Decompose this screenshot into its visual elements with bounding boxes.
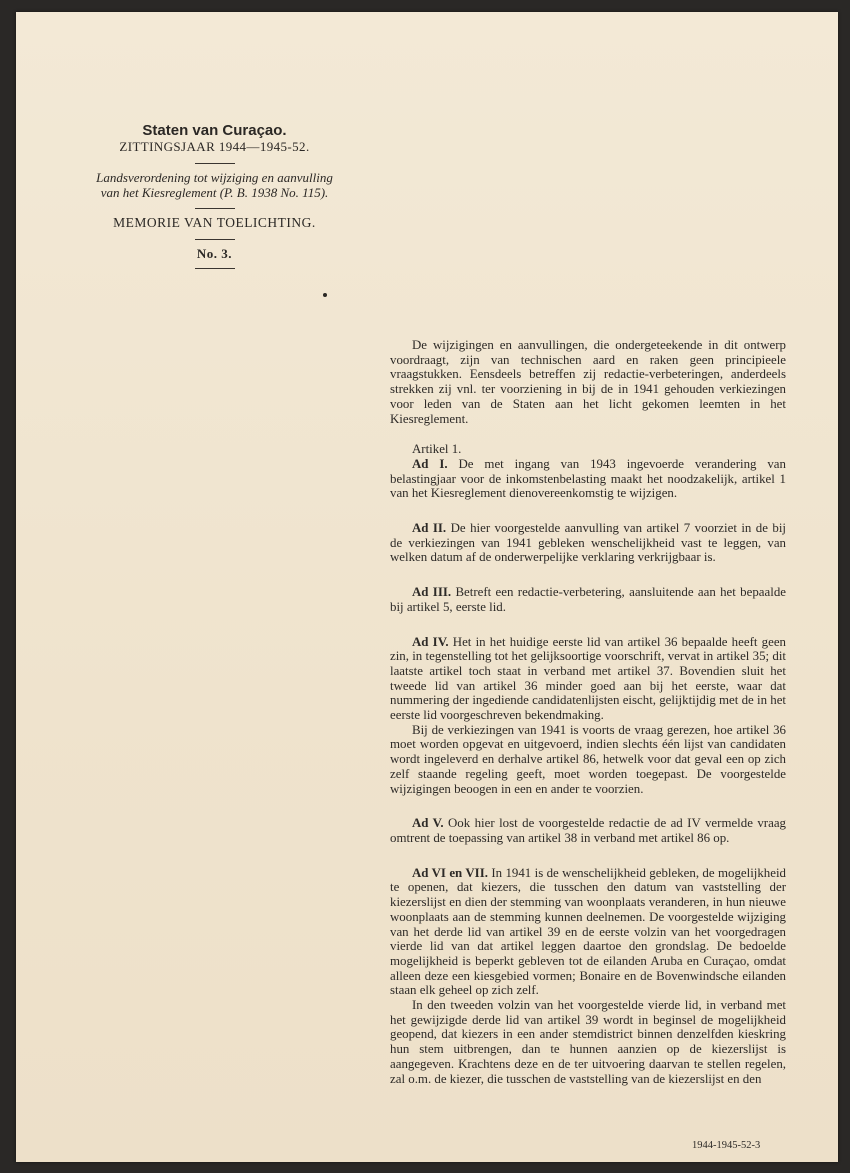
ad-iv-text: Het in het huidige eerste lid van artikel 36 bepaalde heeft geen zin, in tegenstelling tot het gelijksoortige voorschrift, vervat in artikel 35; dit laatste artikel toch staat in verband met artikel 37. Bovendien sluit het tweede lid van artikel 36 minder goed aan bij het eerste, waar dat nummering der ingediende candidatenlijsten eischt, gelijktijdig met de in het eerste lid voorgeschreven bekendmaking. — [390, 634, 786, 723]
document-number: No. 3. — [196, 246, 233, 261]
ad-vi-vii-label: Ad VI en VII. — [412, 865, 488, 880]
divider — [195, 208, 235, 209]
ad-i-label: Ad I. — [412, 456, 448, 471]
subject-line-2: van het Kiesreglement (P. B. 1938 No. 115). — [100, 185, 329, 200]
document-body — [390, 338, 786, 1086]
ad-v-text: Ook hier lost de voorgestelde redactie de ad IV vermelde vraag omtrent de toepassing van artikel 38 in verband met artikel 86 op. — [390, 816, 786, 845]
ad-v-label: Ad V. — [412, 816, 444, 831]
subject-line-1: Landsverordening tot wijziging en aanvulling — [96, 170, 333, 185]
ad-vi-vii-paragraph — [390, 866, 786, 998]
ad-ii-paragraph — [390, 521, 786, 565]
ad-iv-paragraph-2: Bij de verkiezingen van 1941 is voorts de vraag gerezen, hoe artikel 36 moet worden opgevat en uitgevoerd, indien slechts één lijst van candidaten wordt ingeleverd en derhalve artikel 86, hetwelk voor dat geval een op zich zelf staande regeling geeft, moet worden toegepast. De voorgestelde wijzigingen beoogen in een en ander te voorzien. — [390, 722, 786, 796]
ad-iv-paragraph — [390, 635, 786, 723]
article-heading: Artikel 1. — [412, 442, 462, 457]
intro-paragraph: De wijzigingen en aanvullingen, die ondergeteekende in dit ontwerp voordraagt, zijn van technischen aard en raken geen principieele vraagstukken. Eensdeels betreffen zij redactie-verbeteringen, anderdeels strekken zij vnl. ter voorziening in bij de in 1941 gehouden verkiezingen voor leden van de Staten aan het licht gekomen leemten in het Kiesreglement. — [390, 338, 786, 426]
ad-ii-text: De hier voorgestelde aanvulling van artikel 7 voorziet in de bij de verkiezingen van 1941 gebleken wenschelijkheid vast te leggen, van welken datum af de onderwerpelijke verklaring verkrijgbaar is. — [390, 521, 786, 565]
ad-vi-vii-text: In 1941 is de wenschelijkheid gebleken, de mogelijkheid te openen, dat kiezers, die tusschen den datum van vaststelling der kiezerslijst en dien der stemming van woonplaats veranderen, in hun nieuwe woonplaats aan de stemming kunnen deelnemen. De voorgestelde wijziging van het derde lid van artikel 39 en de eerste volzin van het voorgedragen vierde lid van dat artikel leggen daartoe den grondslag. De bedoelde mogelijkheid is beperkt gebleven tot de eilanden Aruba en Curaçao, omdat alleen deze een kiesgebied vormen; Bonaire en de Bovenwindsche eilanden staan elk geheel op zich zelf. — [390, 865, 787, 998]
document-page — [16, 12, 838, 1162]
ad-iii-text: Betreft een redactie-verbetering, aansluitende aan het bepaalde bij artikel 5, eerste lid. — [390, 585, 786, 614]
ad-i-paragraph — [390, 457, 786, 501]
divider — [195, 239, 235, 240]
ad-iv-label: Ad IV. — [412, 634, 449, 649]
ad-ii-label: Ad II. — [412, 521, 447, 536]
ink-dot — [323, 293, 327, 297]
divider — [195, 163, 235, 164]
ad-vi-vii-paragraph-2: In den tweeden volzin van het voorgestelde vierde lid, in verband met het gewijzigde derde lid van artikel 39 wordt in beginsel de mogelijkheid geopend, dat kiezers in een ander stemdistrict binnen denzelfden kieskring hun stem uitbrengen, dan te hunnen aanzien op de kiezerslijst is aangegeven. Krachtens deze en de ter uitvoering daarvan te stellen regelen, zal o.m. de kiezer, die tusschen de vaststelling van de kiezerslijst en den — [390, 998, 786, 1086]
page-code: 1944-1945-52-3 — [692, 1140, 761, 1151]
session-year: ZITTINGSJAAR 1944—1945-52. — [119, 139, 310, 154]
ad-i-text: De met ingang van 1943 ingevoerde verandering van belastingjaar voor de inkomstenbelasting maakt het noodzakelijk, artikel 1 van het Kiesreglement dienovereenkomstig te wijzigen. — [390, 456, 786, 501]
divider — [195, 268, 235, 269]
ad-v-paragraph — [390, 816, 786, 845]
ad-iii-paragraph — [390, 585, 786, 614]
memorie-heading: MEMORIE VAN TOELICHTING. — [113, 215, 316, 230]
ad-iii-label: Ad III. — [412, 585, 452, 600]
document-title: Staten van Curaçao. — [142, 122, 287, 139]
document-header — [72, 122, 357, 275]
